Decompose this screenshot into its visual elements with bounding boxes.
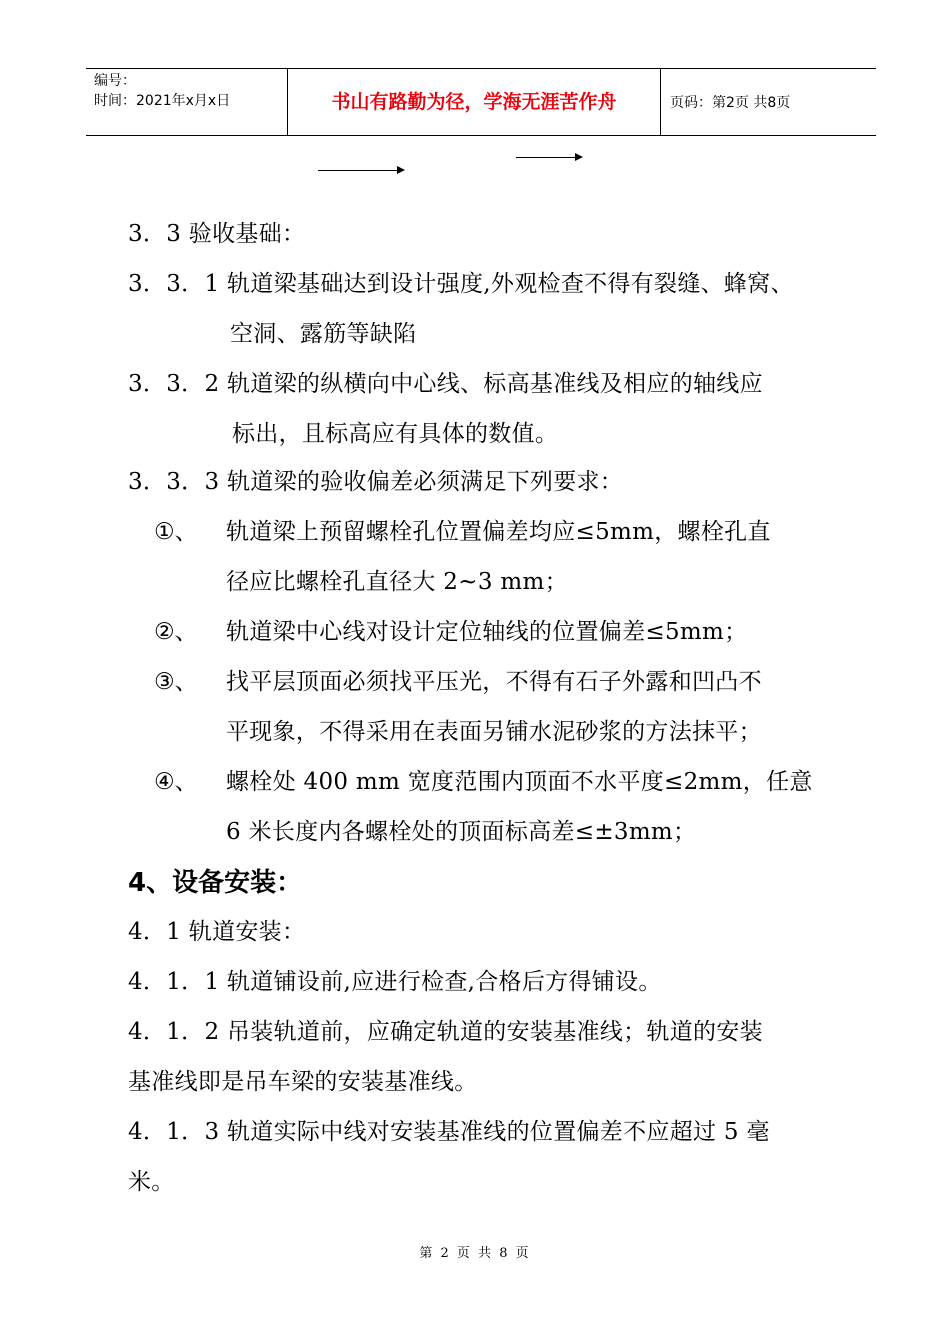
arrow-right-icon (318, 170, 398, 171)
heading-4: 4、设备安装： (128, 868, 303, 898)
header-code-label: 编号： (94, 73, 136, 89)
item-3-line2: 平现象，不得采用在表面另铺水泥砂浆的方法抹平； (226, 719, 762, 745)
section-4-1: 4．1 轨道安装： (128, 919, 306, 945)
arrow-right-icon (516, 157, 576, 158)
section-3-3-2-line2: 标出，且标高应有具体的数值。 (232, 421, 559, 447)
section-3-3-1-line1: 3．3．1 轨道梁基础达到设计强度,外观检查不得有裂缝、蜂窝、 (128, 271, 794, 297)
section-4-1-1: 4．1．1 轨道铺设前,应进行检查,合格后方得铺设。 (128, 969, 662, 995)
item-2-line1: 轨道梁中心线对设计定位轴线的位置偏差≤5mm； (226, 619, 748, 645)
item-2-mark: ②、 (154, 619, 198, 645)
page-footer: 第 2 页 共 8 页 (419, 1246, 531, 1261)
section-3-3-2-line1: 3．3．2 轨道梁的纵横向中心线、标高基准线及相应的轴线应 (128, 371, 763, 397)
item-4-line1: 螺栓处 400 mm 宽度范围内顶面不水平度≤2mm，任意 (226, 769, 813, 795)
item-1-mark: ①、 (154, 519, 198, 545)
section-3-3-1-line2: 空洞、露筋等缺陷 (230, 321, 417, 347)
item-1-line1: 轨道梁上预留螺栓孔位置偏差均应≤5mm，螺栓孔直 (226, 519, 771, 545)
header-bottom-rule (86, 135, 876, 136)
header-time-label: 时间：2021年x月x日 (94, 93, 231, 109)
header-divider-right (660, 68, 661, 136)
item-4-mark: ④、 (154, 769, 198, 795)
item-3-mark: ③、 (154, 669, 198, 695)
section-4-1-3-line1: 4．1．3 轨道实际中线对安装基准线的位置偏差不应超过 5 毫 (128, 1119, 770, 1145)
section-3-3: 3．3 验收基础： (128, 221, 306, 247)
item-1-line2: 径应比螺栓孔直径大 2~3 mm； (226, 569, 568, 595)
header-motto: 书山有路勤为径，学海无涯苦作舟 (331, 91, 617, 113)
section-3-3-3: 3．3．3 轨道梁的验收偏差必须满足下列要求： (128, 469, 624, 495)
section-4-1-2-line1: 4．1．2 吊装轨道前，应确定轨道的安装基准线；轨道的安装 (128, 1019, 763, 1045)
header-top-rule (86, 68, 876, 69)
item-3-line1: 找平层顶面必须找平压光，不得有石子外露和凹凸不 (226, 669, 762, 695)
item-4-line2: 6 米长度内各螺栓处的顶面标高差≤±3mm； (226, 819, 697, 845)
header-page-label: 页码：第2页 共8页 (670, 95, 791, 111)
section-4-1-2-line2: 基准线即是吊车梁的安装基准线。 (128, 1069, 478, 1095)
section-4-1-3-line2: 米。 (128, 1169, 175, 1195)
